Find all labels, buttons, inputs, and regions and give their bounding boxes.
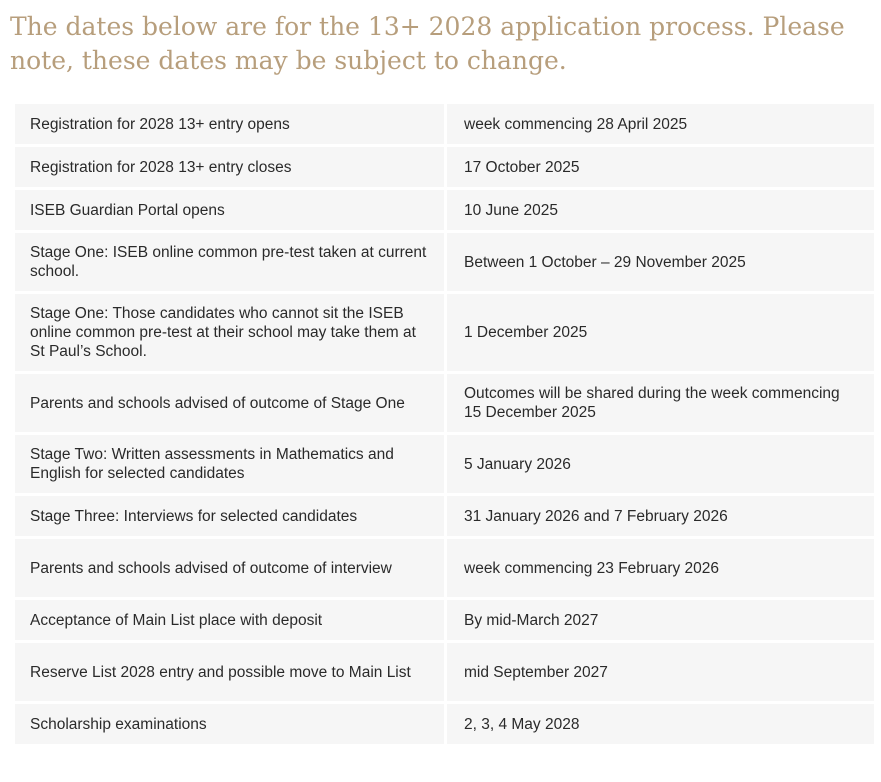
date-cell: 1 December 2025 xyxy=(447,294,874,371)
table-row xyxy=(15,233,874,291)
date-cell: Outcomes will be shared during the week commencing 15 December 2025 xyxy=(447,374,874,432)
event-cell: ISEB Guardian Portal opens xyxy=(15,190,444,230)
table-row xyxy=(15,643,874,701)
event-cell: Stage One: Those candidates who cannot sit the ISEB online common pre-test at their school may take them at St Paul’s School. xyxy=(15,294,444,371)
event-cell: Stage One: ISEB online common pre-test taken at current school. xyxy=(15,233,444,291)
date-cell: mid September 2027 xyxy=(447,643,874,701)
date-cell: 17 October 2025 xyxy=(447,147,874,187)
event-cell: Scholarship examinations xyxy=(15,704,444,744)
event-cell: Reserve List 2028 entry and possible move to Main List xyxy=(15,643,444,701)
dates-table xyxy=(12,101,877,747)
event-cell: Parents and schools advised of outcome of interview xyxy=(15,539,444,597)
event-cell: Registration for 2028 13+ entry opens xyxy=(15,104,444,144)
table-row xyxy=(15,600,874,640)
date-cell: week commencing 28 April 2025 xyxy=(447,104,874,144)
date-cell: week commencing 23 February 2026 xyxy=(447,539,874,597)
event-cell: Stage Three: Interviews for selected candidates xyxy=(15,496,444,536)
date-cell: 31 January 2026 and 7 February 2026 xyxy=(447,496,874,536)
table-row xyxy=(15,294,874,371)
date-cell: Between 1 October – 29 November 2025 xyxy=(447,233,874,291)
event-cell: Registration for 2028 13+ entry closes xyxy=(15,147,444,187)
table-row xyxy=(15,496,874,536)
event-cell: Stage Two: Written assessments in Mathematics and English for selected candidates xyxy=(15,435,444,493)
table-row xyxy=(15,190,874,230)
table-row xyxy=(15,704,874,744)
table-row xyxy=(15,435,874,493)
table-row xyxy=(15,539,874,597)
event-cell: Acceptance of Main List place with deposit xyxy=(15,600,444,640)
date-cell: 5 January 2026 xyxy=(447,435,874,493)
intro-text: The dates below are for the 13+ 2028 application process. Please note, these dates may be subject to change. xyxy=(10,12,845,75)
date-cell: 10 June 2025 xyxy=(447,190,874,230)
table-row xyxy=(15,374,874,432)
date-cell: 2, 3, 4 May 2028 xyxy=(447,704,874,744)
table-row xyxy=(15,104,874,144)
event-cell: Parents and schools advised of outcome of Stage One xyxy=(15,374,444,432)
date-cell: By mid-March 2027 xyxy=(447,600,874,640)
table-row xyxy=(15,147,874,187)
